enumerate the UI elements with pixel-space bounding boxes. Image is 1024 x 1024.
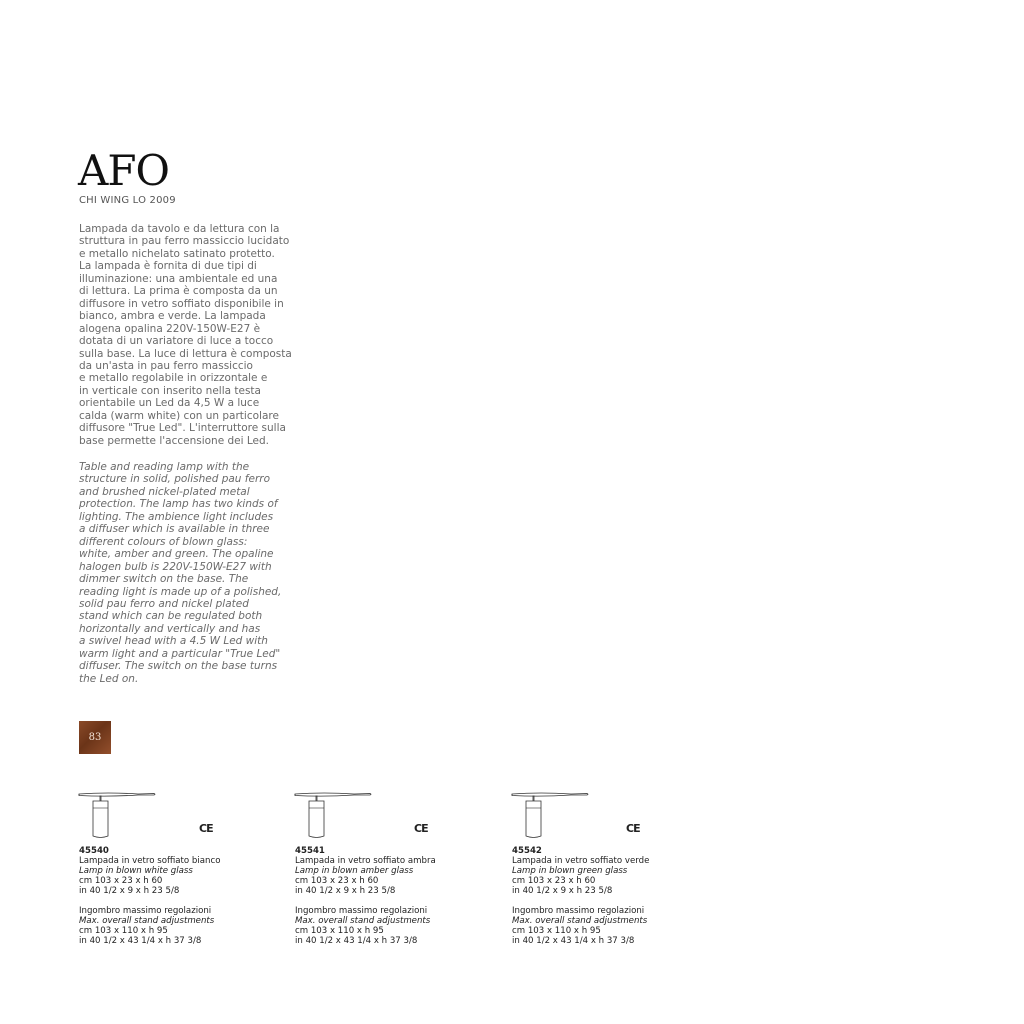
desc-en-line: lighting. The ambience light includes (79, 510, 274, 523)
product-code: 45540 (79, 846, 109, 856)
desc-en-line: protection. The lamp has two kinds of (79, 498, 278, 511)
desc-en-line: Table and reading lamp with the (79, 461, 250, 473)
product-dim-in: in 40 1/2 x 9 x h 23 5/8 (79, 886, 180, 896)
desc-it-line: sulla base. La luce di lettura è composta (79, 347, 292, 360)
max-adjust-it: Ingombro massimo regolazioni (512, 906, 645, 916)
max-dim-in: in 40 1/2 x 43 1/4 x h 37 3/8 (79, 936, 202, 946)
product-info (295, 846, 436, 946)
desc-en-line: diffuser. The switch on the base turns (79, 660, 278, 673)
desc-it-line: bianco, ambra e verde. La lampada (79, 310, 266, 323)
desc-it-line: orientabile un Led da 4,5 W a luce (79, 397, 260, 410)
designer-credit: CHI WING LO 2009 (79, 195, 176, 206)
desc-en-line: horizontally and vertically and has (79, 622, 261, 635)
product-name-it: Lampada in vetro soffiato verde (512, 856, 650, 866)
desc-en-line: halogen bulb is 220V-150W-E27 with (79, 560, 272, 573)
product-code: 45541 (295, 846, 325, 856)
desc-it-line: e metallo nichelato satinato protetto. (79, 247, 275, 260)
lamp-drawing-icon (511, 790, 591, 842)
product-title: AFO (78, 146, 169, 195)
product-name-it: Lampada in vetro soffiato bianco (79, 856, 221, 866)
desc-it-line: da un'asta in pau ferro massiccio (79, 359, 253, 372)
ce-mark-icon: CE (626, 822, 640, 835)
product-info (79, 846, 220, 946)
desc-en-line: and brushed nickel-plated metal (79, 485, 250, 498)
description-english (79, 461, 301, 685)
max-adjust-it: Ingombro massimo regolazioni (79, 906, 212, 916)
desc-en-line: white, amber and green. The opaline (79, 548, 274, 561)
product-dim-cm: cm 103 x 23 x h 60 (512, 876, 596, 886)
desc-en-line: structure in solid, polished pau ferro (79, 473, 271, 486)
desc-it-line: struttura in pau ferro massiccio lucidato (79, 235, 290, 248)
desc-en-line: reading light is made up of a polished, (79, 585, 282, 598)
product-name-en: Lamp in blown green glass (512, 866, 628, 876)
desc-en-line: stand which can be regulated both (79, 610, 263, 623)
ce-mark-icon: CE (414, 822, 428, 835)
desc-en-line: the Led on. (79, 672, 139, 685)
product-name-en: Lamp in blown amber glass (295, 866, 414, 876)
lamp-drawing-icon (294, 790, 374, 842)
product-dim-cm: cm 103 x 23 x h 60 (295, 876, 379, 886)
product-dim-cm: cm 103 x 23 x h 60 (79, 876, 163, 886)
product-drawing (294, 790, 494, 842)
desc-it-line: in verticale con inserito nella testa (79, 384, 261, 397)
max-adjust-en: Max. overall stand adjustments (79, 916, 215, 926)
max-adjust-en: Max. overall stand adjustments (512, 916, 648, 926)
desc-en-line: solid pau ferro and nickel plated (79, 597, 249, 610)
desc-it-line: Lampada da tavolo e da lettura con la (79, 223, 280, 235)
desc-it-line: alogena opalina 220V-150W-E27 è (79, 322, 261, 335)
desc-it-line: calda (warm white) con un particolare (79, 409, 279, 422)
product-name-en: Lamp in blown white glass (79, 866, 193, 876)
description-italian (79, 223, 301, 447)
max-dim-cm: cm 103 x 110 x h 95 (512, 926, 601, 936)
product-dim-in: in 40 1/2 x 9 x h 23 5/8 (295, 886, 396, 896)
desc-it-line: dotata di un variatore di luce a tocco (79, 335, 274, 348)
product-code: 45542 (512, 846, 542, 856)
product-drawing (511, 790, 711, 842)
desc-en-line: warm light and a particular "True Led" (79, 647, 281, 660)
product-info (512, 846, 649, 946)
ce-mark-icon: CE (199, 822, 213, 835)
desc-it-line: e metallo regolabile in orizzontale e (79, 372, 268, 385)
lamp-drawing-icon (78, 790, 158, 842)
max-adjust-en: Max. overall stand adjustments (295, 916, 431, 926)
desc-it-line: diffusore in vetro soffiato disponibile in (79, 297, 284, 310)
desc-it-line: illuminazione: una ambientale ed una (79, 272, 278, 285)
desc-en-line: a swivel head with a 4.5 W Led with (79, 635, 268, 648)
max-dim-cm: cm 103 x 110 x h 95 (295, 926, 384, 936)
desc-it-line: La lampada è fornita di due tipi di (79, 260, 257, 273)
desc-it-line: di lettura. La prima è composta da un (79, 285, 278, 298)
desc-en-line: dimmer switch on the base. The (79, 573, 249, 586)
product-dim-in: in 40 1/2 x 9 x h 23 5/8 (512, 886, 613, 896)
max-dim-in: in 40 1/2 x 43 1/4 x h 37 3/8 (512, 936, 635, 946)
desc-en-line: a diffuser which is available in three (79, 523, 270, 536)
max-dim-in: in 40 1/2 x 43 1/4 x h 37 3/8 (295, 936, 418, 946)
product-drawing (78, 790, 278, 842)
max-adjust-it: Ingombro massimo regolazioni (295, 906, 428, 916)
max-dim-cm: cm 103 x 110 x h 95 (79, 926, 168, 936)
desc-it-line: base permette l'accensione dei Led. (79, 434, 270, 447)
desc-en-line: different colours of blown glass: (79, 535, 248, 548)
desc-it-line: diffusore "True Led". L'interruttore sulla (79, 422, 286, 435)
page-number-badge: 83 (79, 721, 111, 754)
product-name-it: Lampada in vetro soffiato ambra (295, 856, 436, 866)
